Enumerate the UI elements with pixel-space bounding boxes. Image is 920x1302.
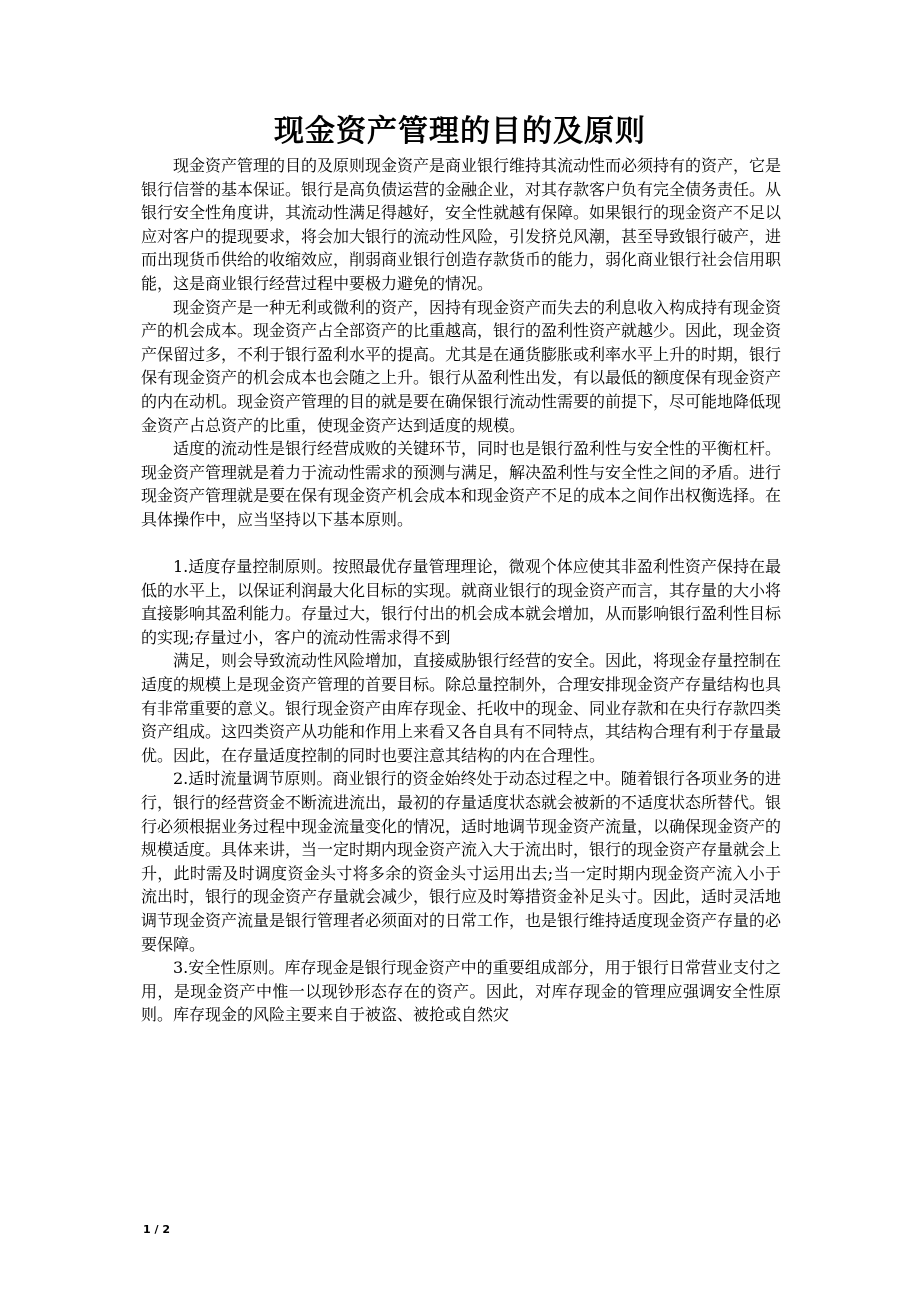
paragraph-purpose-intro: 现金资产管理的目的及原则现金资产是商业银行维持其流动性而必须持有的资产，它是银行信誉的基本保证。银行是高负债运营的金融企业，对其存款客户负有完全债务责任。从银行安全性角度讲，其流动性满足得越好，安全性就越有保障。如果银行的现金资产不足以应对客户的提现要求，将会加大银行的流动性风险，引发挤兑风潮，甚至导致银行破产，进而出现货币供给的收缩效应，削弱商业银行创造存款货币的能力，弱化商业银行社会信用职能，这是商业银行经营过程中要极力避免的情况。 xyxy=(141,156,782,293)
paragraph-principle-1-continued: 满足，则会导致流动性风险增加，直接威胁银行经营的安全。因此，将现金存量控制在适度的规模上是现金资产管理的首要目标。除总量控制外，合理安排现金资产存量结构也具有非常重要的意义。银行现金资产由库存现金、托收中的现金、同业存款和在央行存款四类资产组成。这四类资产从功能和作用上来看又各自具有不同特点，其结构合理有利于存量最优。因此，在存量适度控制的同时也要注意其结构的内在合理性。 xyxy=(141,651,782,765)
paragraph-opportunity-cost: 现金资产是一种无利或微利的资产，因持有现金资产而失去的利息收入构成持有现金资产的机会成本。现金资产占全部资产的比重越高，银行的盈利性资产就越少。因此，现金资产保留过多，不利于银行盈利水平的提高。尤其是在通货膨胀或利率水平上升的时期，银行保有现金资产的机会成本也会随之上升。银行从盈利性出发，有以最低的额度保有现金资产的内在动机。现金资产管理的目的就是要在确保银行流动性需要的前提下，尽可能地降低现金资产占总资产的比重，使现金资产达到适度的规模。 xyxy=(141,297,782,435)
paragraph-principle-1: 1.适度存量控制原则。按照最优存量管理理论，微观个体应使其非盈利性资产保持在最低的水平上，以保证利润最大化目标的实现。就商业银行的现金资产而言，其存量的大小将直接影响其盈利能力。存量过大，银行付出的机会成本就会增加，从而影响银行盈利性目标的实现;存量过小，客户的流动性需求得不到 xyxy=(141,557,782,647)
page-number: 1 / 2 xyxy=(143,1223,170,1236)
paragraph-principle-3: 3.安全性原则。库存现金是银行现金资产中的重要组成部分，用于银行日常营业支付之用，是现金资产中惟一以现钞形态存在的资产。因此，对库存现金的管理应强调安全性原则。库存现金的风险主要来自于被盗、被抢或自然灾 xyxy=(141,958,781,1025)
page-title: 现金资产管理的目的及原则 xyxy=(274,114,646,149)
paragraph-liquidity-balance: 适度的流动性是银行经营成败的关键环节，同时也是银行盈利性与安全性的平衡杠杆。现金资产管理就是着力于流动性需求的预测与满足，解决盈利性与安全性之间的矛盾。进行现金资产管理就是要在保有现金资产机会成本和现金资产不足的成本之间作出权衡选择。在具体操作中，应当坚持以下基本原则。 xyxy=(141,439,782,529)
document-body xyxy=(141,154,781,1027)
paragraph-principle-2: 2.适时流量调节原则。商业银行的资金始终处于动态过程之中。随着银行各项业务的进行，银行的经营资金不断流进流出，最初的存量适度状态就会被新的不适度状态所替代。银行必须根据业务过程中现金流量变化的情况，适时地调节现金资产流量，以确保现金资产的规模适度。具体来讲，当一定时期内现金资产流入大于流出时，银行的现金资产存量就会上升，此时需及时调度资金头寸将多余的资金头寸运用出去;当一定时期内现金资产流入小于流出时，银行的现金资产存量就会减少，银行应及时筹措资金补足头寸。因此，适时灵活地调节现金资产流量是银行管理者必须面对的日常工作，也是银行维持适度现金资产存量的必要保障。 xyxy=(141,769,782,954)
